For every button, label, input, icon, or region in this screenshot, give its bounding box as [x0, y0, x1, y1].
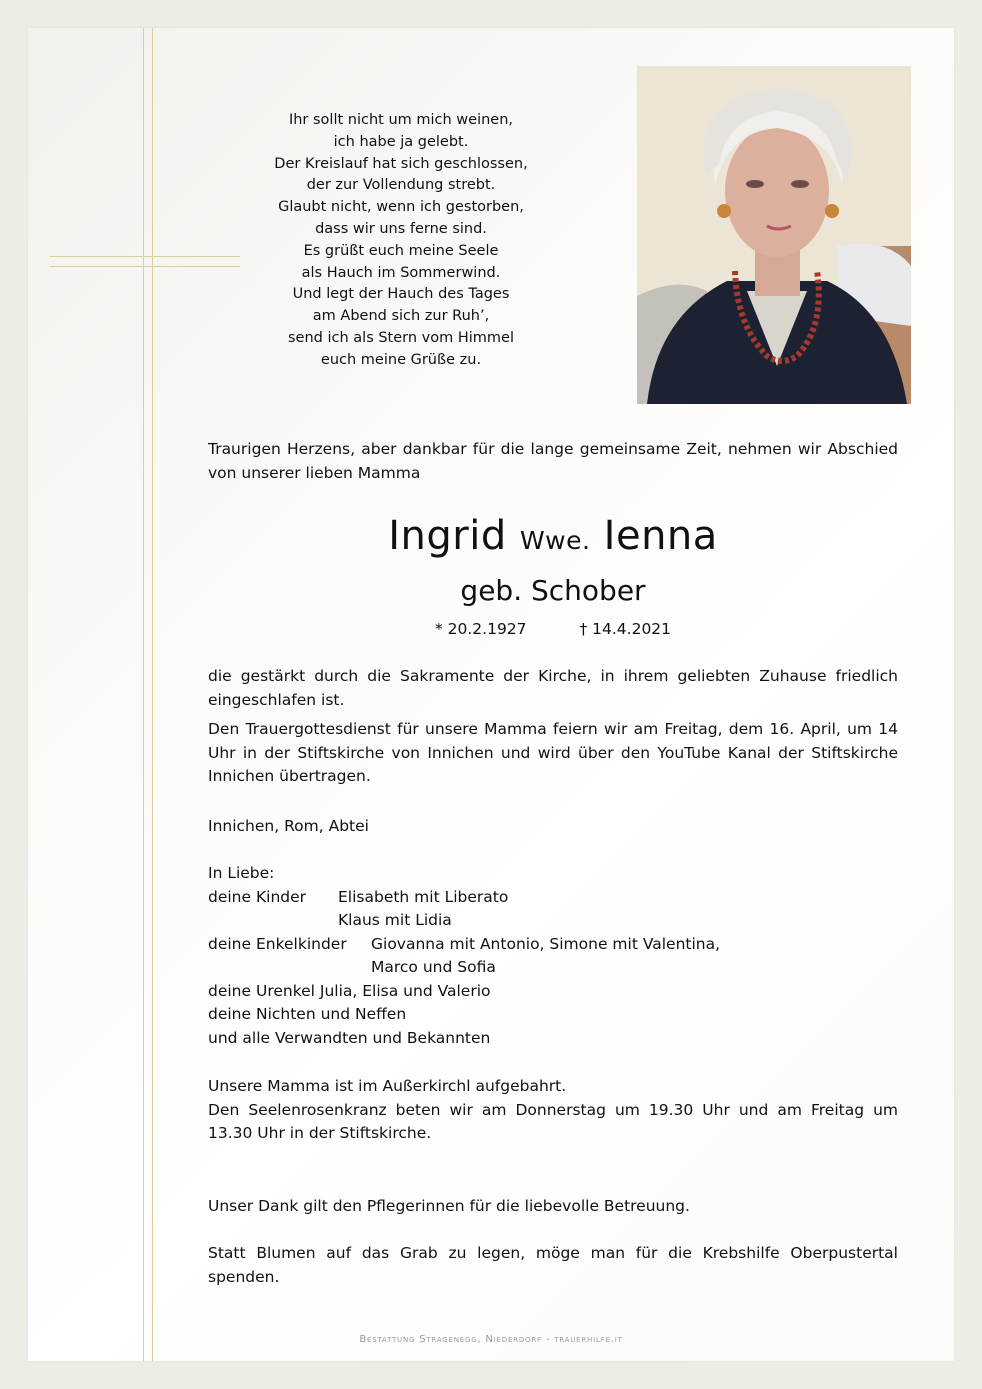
- viewing-info: [208, 1075, 898, 1146]
- viewing-line: Unsere Mamma ist im Außerkirchl aufgebahrt.: [208, 1077, 567, 1095]
- poem-line: euch meine Grüße zu.: [320, 351, 482, 368]
- paragraph-funeral-service: Den Trauergottesdienst für unsere Mamma feiern wir am Freitag, dem 16. April, um 14 Uhr in der Stiftskirche von Innichen und wird über den YouTube Kanal der Stiftskirche Innichen übertragen.: [208, 720, 898, 785]
- children-label: deine Kinder: [208, 887, 307, 906]
- poem-line: Und legt der Hauch des Tages: [292, 286, 510, 303]
- cross-line-vertical: [152, 28, 153, 1361]
- family-children: [208, 886, 898, 910]
- relatives: und alle Verwandten und Bekannten: [208, 1028, 491, 1047]
- poem-line: der zur Vollendung strebt.: [306, 177, 496, 194]
- family-grandchildren: [208, 933, 898, 957]
- grandchildren-2: Marco und Sofia: [371, 958, 496, 976]
- places: Innichen, Rom, Abtei: [208, 817, 369, 835]
- poem-line: Glaubt nicht, wenn ich gestorben,: [278, 199, 524, 216]
- great-grandchildren: deine Urenkel Julia, Elisa und Valerio: [208, 981, 491, 1000]
- widow-title: Wwe.: [519, 526, 591, 555]
- poem-line: dass wir uns ferne sind.: [315, 220, 487, 237]
- deceased-name: [208, 513, 898, 559]
- cross-line-horizontal: [50, 266, 240, 267]
- donation-text: Statt Blumen auf das Grab zu legen, möge man für die Krebshilfe Oberpustertal spenden.: [208, 1244, 898, 1286]
- cross-line-vertical: [143, 28, 144, 1361]
- poem-line: Ihr sollt nicht um mich weinen,: [288, 112, 514, 128]
- poem-line: Es grüßt euch meine Seele: [303, 242, 499, 259]
- first-name: Ingrid: [388, 513, 507, 559]
- death-date: † 14.4.2021: [579, 620, 672, 638]
- poem-line: send ich als Stern vom Himmel: [288, 329, 514, 346]
- life-dates: [208, 620, 898, 638]
- grandchildren-label: deine Enkelkinder: [208, 934, 347, 953]
- poem-line: ich habe ja gelebt.: [333, 133, 469, 150]
- cross-line-horizontal: [50, 256, 240, 257]
- footer-credit: Bestattung Stragenegg, Niederdorf - trauerhilfe.it: [359, 1334, 623, 1345]
- rosary-line: Den Seelenrosenkranz beten wir am Donnerstag um 19.30 Uhr und am Freitag um 13.30 Uhr in der Stiftskirche.: [208, 1100, 898, 1142]
- poem-line: Der Kreislauf hat sich geschlossen,: [274, 155, 528, 172]
- poem-line: am Abend sich zur Ruh’,: [312, 308, 490, 325]
- children-2: Klaus mit Lidia: [338, 911, 452, 929]
- children-1: Elisabeth mit Liberato: [338, 887, 509, 906]
- family-list: [208, 862, 898, 1050]
- intro-text: Traurigen Herzens, aber dankbar für die lange gemeinsame Zeit, nehmen wir Abschied von unserer lieben Mamma: [208, 440, 898, 482]
- birth-date: * 20.2.1927: [434, 620, 527, 638]
- nieces-nephews: deine Nichten und Neffen: [208, 1005, 407, 1023]
- family-heading: In Liebe:: [208, 864, 275, 882]
- thanks-text: Unser Dank gilt den Pflegerinnen für die liebevolle Betreuung.: [208, 1197, 690, 1215]
- last-name: Ienna: [603, 513, 718, 559]
- portrait-photo: [637, 66, 911, 404]
- poem: [246, 110, 556, 372]
- obituary-page: [28, 28, 954, 1361]
- paragraph-sacraments: die gestärkt durch die Sakramente der Kirche, in ihrem geliebten Zuhause friedlich eingeschlafen ist.: [208, 667, 898, 709]
- poem-line: als Hauch im Sommerwind.: [301, 264, 501, 281]
- grandchildren-1: Giovanna mit Antonio, Simone mit Valentina,: [371, 934, 721, 953]
- maiden-name: geb. Schober: [460, 574, 646, 607]
